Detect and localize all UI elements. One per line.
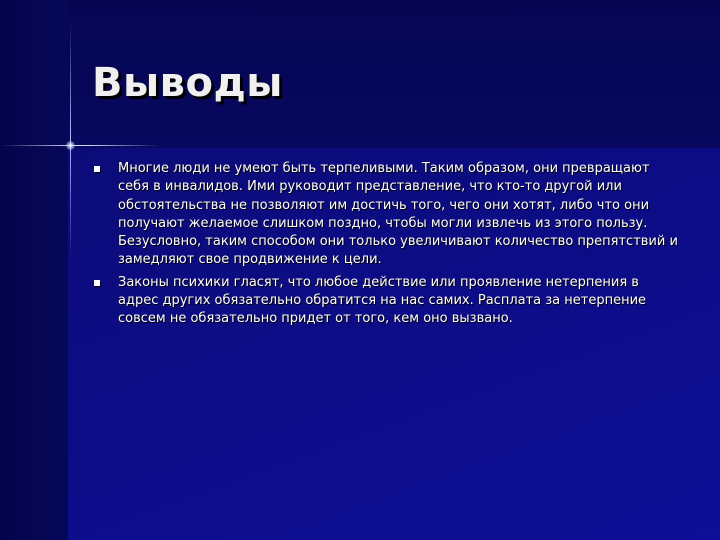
- left-band: [0, 0, 68, 540]
- bullet-text: Законы психики гласят, что любое действие или проявление нетерпения в адрес других обязательно обратится на нас самих. Расплата за нетерпение совсем не обязательно придет от того, кем оно вызвано.: [118, 274, 647, 327]
- sparkle-star-icon: [66, 141, 75, 150]
- square-bullet-icon: [94, 280, 100, 286]
- bullet-text: Многие люди не умеют быть терпеливыми. Таким образом, они превращают себя в инвалидов. Ими руководит представление, что кто-то другой или обстоятельства не позволяют им достичь того, чего они хотят, либо что они получают желаемое слишком поздно, чтобы могли извлечь из этого пользу. Безусловно, таким способом они только увеличивают количество препятствий и замедляют свое продвижение к цели.: [118, 161, 678, 268]
- square-bullet-icon: [94, 166, 100, 172]
- slide-title: Выводы: [92, 60, 283, 106]
- bullet-list: [92, 160, 682, 333]
- bullet-item: [92, 160, 682, 270]
- sparkle-horizontal-ray: [0, 145, 160, 146]
- bullet-item: [92, 274, 682, 329]
- sparkle-vertical-ray: [70, 20, 71, 260]
